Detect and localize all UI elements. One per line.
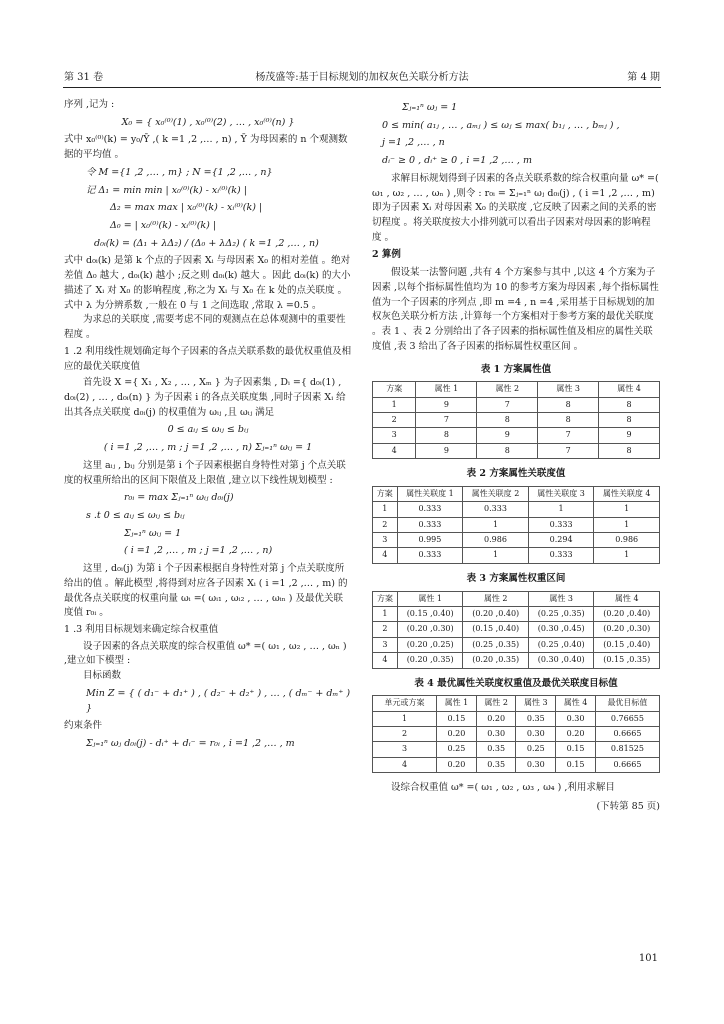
table-4 (372, 695, 660, 773)
table-row (373, 502, 660, 517)
table-cell: 0.333 (397, 517, 463, 532)
table-cell: 0.333 (463, 502, 529, 517)
table-cell: 0.333 (397, 502, 463, 517)
table-header-cell: 属性 3 (538, 382, 599, 397)
table-cell: 2 (373, 622, 398, 637)
table-header-cell: 方案 (373, 382, 416, 397)
paragraph: 设子因素的各点关联度的综合权重值 ω* =( ω₁ , ω₂ , … , ωₙ ) ,建立如下模型 : (64, 640, 347, 667)
table-cell: (0.25 ,0.40) (528, 637, 594, 652)
table-cell: 7 (538, 443, 599, 458)
table-caption: 表 4 最优属性关联度权重值及最优关联度目标值 (414, 677, 618, 689)
section-heading: 1 .3 利用目标规划来确定综合权重值 (64, 624, 219, 635)
table-header-cell: 属性关联度 1 (397, 486, 463, 501)
table-cell: 0.25 (437, 742, 477, 757)
table-cell: (0.25 ,0.35) (463, 637, 529, 652)
table-cell: 0.25 (516, 742, 556, 757)
table-cell: 4 (373, 757, 437, 772)
table-cell: 1 (373, 711, 437, 726)
paragraph: 求解目标规划得到子因素的各点关联系数的综合权重向量 ω* =( ω₁ , ω₂ , … , ωₙ ) ,则令 : r₀ᵢ = Σⱼ₌₁ⁿ ωⱼ d₀ᵢ(j) , ( i =1 ,2 ,… , m) 即为子因素 Xᵢ 对母因素 X₀ 的关联度 ,它反映了因素之间的关系的密切程度 。将关联度按大小排列就可以看出子因素对母因素的影响程度 。 (372, 172, 659, 243)
table-header-cell: 方案 (373, 591, 398, 606)
equation: 0 ≤ min( a₁ⱼ , … , aₘⱼ ) ≤ ωⱼ ≤ max( b₁ⱼ , … , bₘⱼ ) , (382, 119, 620, 131)
equation: 0 ≤ aᵢⱼ ≤ ωᵢⱼ ≤ bᵢⱼ (167, 424, 249, 436)
table-row (373, 653, 660, 668)
table-caption: 表 2 方案属性关联度值 (466, 468, 566, 480)
paragraph: 首先设 X ={ X₁ , X₂ , … , Xₘ } 为子因素集 , Dᵢ ={ d₀ᵢ(1) , d₀ᵢ(2) , … , d₀ᵢ(n) } 为子因素 i 的各点关联度集 ,同时子因素 Xᵢ 给出其各点关联度 d₀ᵢ(j) 的权重值为 ωᵢⱼ ,且 ωᵢⱼ 满足 (64, 377, 346, 418)
table-row (373, 757, 660, 772)
table-cell: (0.25 ,0.35) (528, 606, 594, 621)
table-header-cell: 属性 2 (476, 696, 516, 711)
table-row (373, 727, 660, 742)
table-caption: 表 3 方案属性权重区间 (466, 572, 566, 584)
table-cell: 7 (538, 428, 599, 443)
equation: ( i =1 ,2 ,… , m ; j =1 ,2 ,… , n) Σⱼ₌₁ⁿ ωᵢⱼ = 1 (103, 442, 313, 454)
table-cell: (0.15 ,0.40) (397, 606, 463, 621)
table-cell: 0.35 (476, 742, 516, 757)
table-cell: 0.35 (476, 757, 516, 772)
table-cell: 0.986 (594, 533, 660, 548)
table-cell: 0.35 (516, 711, 556, 726)
table-header-cell: 属性 1 (397, 591, 463, 606)
table-cell: 3 (373, 742, 437, 757)
header-title: 杨茂盛等:基于目标规划的加权灰色关联分析方法 (255, 72, 469, 83)
header-volume: 第 31 卷 (64, 72, 104, 83)
paragraph: 设综合权重值 ω* =( ω₁ , ω₂ , ω₃ , ω₄ ) ,利用求解目 (391, 782, 615, 794)
table-cell: 1 (373, 502, 398, 517)
page-number: 101 (638, 952, 658, 964)
table-row (373, 397, 660, 412)
equation: j =1 ,2 ,… , n (382, 137, 445, 149)
table-cell: 0.15 (437, 711, 477, 726)
section-heading: 2 算例 (372, 249, 401, 261)
equation: Δ₂ = max max | x₀⁽⁰⁾(k) - xᵢ⁽⁰⁾(k) | (110, 202, 263, 214)
table-header-cell: 属性 4 (599, 382, 660, 397)
table-cell: 1 (528, 502, 594, 517)
table-cell: 1 (373, 606, 398, 621)
table-cell: 7 (416, 413, 477, 428)
table-cell: 0.333 (397, 548, 463, 563)
equation: Σⱼ₌₁ⁿ ωⱼ = 1 (402, 102, 458, 113)
table-cell: 0.81525 (595, 742, 659, 757)
equation: Σⱼ₌₁ⁿ ωⱼ d₀ᵢ(j) - dᵢ⁺ + dᵢ⁻ = r₀ᵢ , i =1 ,2 ,… , m (86, 738, 295, 750)
table-cell: 0.20 (476, 711, 516, 726)
table-cell: 8 (599, 443, 660, 458)
paragraph: 假设某一法警问题 ,共有 4 个方案参与其中 ,以这 4 个方案为子因素 ,以每个指标属性值均为 10 的参考方案为母因素 ,每个指标属性值为一个子因素的序列点 ,即 m =4 , n =4 ,采用基于目标规划的加权灰色关联分析方法 ,计算每一个方案相对于参考方案的最优关联度 。表 1 、表 2 分别给出了各子因素的指标属性值及相应的属性关联度值 ,表 3 给出了各子因素的指标属性权重区间 。 (372, 267, 659, 352)
table-cell: (0.20 ,0.40) (463, 606, 529, 621)
table-cell: 0.294 (528, 533, 594, 548)
table-cell: 9 (599, 428, 660, 443)
table-cell: 0.76655 (595, 711, 659, 726)
table-header-cell: 方案 (373, 486, 398, 501)
table-cell: 0.30 (516, 727, 556, 742)
table-cell: 1 (594, 548, 660, 563)
table-cell: 8 (599, 413, 660, 428)
table-cell: 0.20 (556, 727, 596, 742)
table-cell: (0.20 ,0.30) (594, 622, 660, 637)
table-row (373, 443, 660, 458)
table-cell: 3 (373, 428, 416, 443)
table-cell: 0.15 (556, 742, 596, 757)
paragraph: 约束条件 (64, 720, 103, 732)
equation: X₀ = { x₀⁽⁰⁾(1) , x₀⁽⁰⁾(2) , … , x₀⁽⁰⁾(n) } (121, 116, 295, 128)
table-header-cell: 单元或方案 (373, 696, 437, 711)
table-row (373, 428, 660, 443)
table-cell: 2 (373, 413, 416, 428)
table-header-cell: 属性 3 (528, 591, 594, 606)
table-cell: 1 (373, 397, 416, 412)
table-header-cell: 属性 4 (556, 696, 596, 711)
table-cell: 7 (477, 397, 538, 412)
table-header-cell: 属性 3 (516, 696, 556, 711)
equation: ( i =1 ,2 ,… , m ; j =1 ,2 ,… , n) (124, 545, 273, 557)
equation: Δ₀ = | x₀⁽⁰⁾(k) - xᵢ⁽⁰⁾(k) | (110, 220, 217, 232)
table-header-cell: 属性 4 (594, 591, 660, 606)
table-cell: (0.15 ,0.40) (463, 622, 529, 637)
table-cell: (0.20 ,0.40) (594, 606, 660, 621)
table-header-cell: 属性关联度 2 (463, 486, 529, 501)
equation: 记 Δ₁ = min min | x₀⁽⁰⁾(k) - xᵢ⁽⁰⁾(k) | (86, 184, 247, 196)
table-cell: (0.30 ,0.45) (528, 622, 594, 637)
equation: d₀ᵢ(k) = (Δ₁ + λΔ₂) / (Δ₀ + λΔ₂) ( k =1 ,2 ,… , n) (94, 237, 319, 249)
table-row (373, 637, 660, 652)
table-cell: 3 (373, 533, 398, 548)
table-header-cell: 属性 2 (477, 382, 538, 397)
equation: 令 M ={1 ,2 ,… , m} ; N ={1 ,2 ,… , n} (86, 166, 273, 178)
equation: dᵢ⁻ ≥ 0 , dᵢ⁺ ≥ 0 , i =1 ,2 ,… , m (382, 155, 532, 167)
table-cell: 9 (477, 428, 538, 443)
table-cell: 8 (416, 428, 477, 443)
table-row (373, 533, 660, 548)
table-row (373, 742, 660, 757)
table-row (373, 548, 660, 563)
table-cell: 8 (477, 443, 538, 458)
equation: Σⱼ₌₁ⁿ ωᵢⱼ = 1 (124, 527, 182, 539)
paragraph: 为求总的关联度 ,需要考虑不同的观测点在总体观测中的重要性程度 。 (64, 314, 346, 341)
paragraph: 式中 d₀ᵢ(k) 是第 k 个点的子因素 Xᵢ 与母因素 X₀ 的相对差值 。绝对差值 Δ₀ 越大 , d₀ᵢ(k) 越小 ;反之则 d₀ᵢ(k) 越大 。因此 d₀ᵢ(k) 的大小描述了 Xᵢ 对 X₀ 的影响程度 ,称之为 Xᵢ 与 X₀ 在 k 处的点关联度 。式中 λ 为分辨系数 ,一般在 0 与 1 之间选取 ,常取 λ =0.5 。 (64, 255, 351, 311)
table-cell: 2 (373, 727, 437, 742)
table-cell: 4 (373, 653, 398, 668)
left-column (64, 98, 352, 755)
table-header-cell: 属性关联度 3 (528, 486, 594, 501)
table-cell: 8 (538, 397, 599, 412)
table-2 (372, 486, 660, 564)
table-cell: 0.20 (437, 757, 477, 772)
paragraph: 这里 , d₀ᵢ(j) 为第 i 个子因素根据自身特性对第 j 个点关联度所给出的值 。解此模型 ,将得到对应各子因素 Xᵢ ( i =1 ,2 ,… , m) 的最优各点关联度的权重向量 ωᵢ =( ωᵢ₁ , ωᵢ₂ , … , ωᵢₙ ) 及最优关联度值 r₀ᵢ 。 (64, 563, 348, 619)
table-cell: 0.30 (516, 757, 556, 772)
table-cell: 1 (594, 517, 660, 532)
table-cell: (0.20 ,0.35) (397, 653, 463, 668)
table-cell: 0.20 (437, 727, 477, 742)
table-row (373, 711, 660, 726)
table-cell: 0.15 (556, 757, 596, 772)
table-cell: 1 (463, 548, 529, 563)
paragraph: 目标函数 (83, 670, 122, 682)
section-heading: 1 .2 利用线性规划确定每个子因素的各点关联系数的最优权重值及相应的最优关联度值 (64, 345, 352, 372)
table-row (373, 606, 660, 621)
table-header-cell: 属性 1 (437, 696, 477, 711)
table-header-cell: 最优目标值 (595, 696, 659, 711)
paragraph: 式中 x₀⁽⁰⁾(k) = y₀/Ȳ ,( k =1 ,2 ,… , n) , Ȳ 为母因素的 n 个观测数据的平均值 。 (64, 134, 348, 161)
table-caption: 表 1 方案属性值 (480, 363, 552, 375)
equation: s .t 0 ≤ aᵢⱼ ≤ ωᵢⱼ ≤ bᵢⱼ (86, 509, 185, 521)
table-cell: 2 (373, 517, 398, 532)
table-cell: 8 (477, 413, 538, 428)
table-cell: (0.15 ,0.35) (594, 653, 660, 668)
header-issue: 第 4 期 (627, 72, 660, 83)
table-row (373, 622, 660, 637)
table-cell: 0.995 (397, 533, 463, 548)
table-cell: 0.333 (528, 517, 594, 532)
table-header-cell: 属性 1 (416, 382, 477, 397)
table-cell: 1 (463, 517, 529, 532)
continued-note: (下转第 85 页) (596, 800, 660, 812)
table-1 (372, 381, 660, 459)
table-cell: 4 (373, 443, 416, 458)
table-cell: 9 (416, 397, 477, 412)
table-cell: 9 (416, 443, 477, 458)
table-cell: 0.6665 (595, 757, 659, 772)
table-cell: 0.333 (528, 548, 594, 563)
table-cell: (0.20 ,0.25) (397, 637, 463, 652)
table-cell: (0.20 ,0.30) (397, 622, 463, 637)
table-cell: 0.30 (476, 727, 516, 742)
table-cell: 8 (599, 397, 660, 412)
table-cell: 3 (373, 637, 398, 652)
table-header-cell: 属性 2 (463, 591, 529, 606)
table-cell: 8 (538, 413, 599, 428)
table-cell: (0.30 ,0.40) (528, 653, 594, 668)
table-cell: 0.986 (463, 533, 529, 548)
equation: Min Z = { ( d₁⁻ + d₁⁺ ) , ( d₂⁻ + d₂⁺ ) , … , ( dₘ⁻ + dₘ⁺ ) } (86, 687, 351, 714)
table-cell: (0.15 ,0.40) (594, 637, 660, 652)
table-3 (372, 591, 660, 669)
table-header-cell: 属性关联度 4 (594, 486, 660, 501)
right-column (372, 98, 660, 824)
equation: r₀ᵢ = max Σⱼ₌₁ⁿ ωᵢⱼ d₀ᵢ(j) (124, 492, 234, 504)
table-cell: 0.30 (556, 711, 596, 726)
table-row (373, 413, 660, 428)
table-cell: 4 (373, 548, 398, 563)
table-row (373, 517, 660, 532)
paragraph: 序列 ,记为 : (64, 99, 115, 110)
paragraph: 这里 aᵢⱼ , bᵢⱼ 分别是第 i 个子因素根据自身特性对第 j 个点关联度的权重所给出的区间下限值及上限值 ,建立以下线性规划模型 : (64, 459, 346, 486)
table-cell: 0.6665 (595, 727, 659, 742)
table-cell: (0.20 ,0.35) (463, 653, 529, 668)
table-cell: 1 (594, 502, 660, 517)
header-rule (63, 87, 661, 88)
